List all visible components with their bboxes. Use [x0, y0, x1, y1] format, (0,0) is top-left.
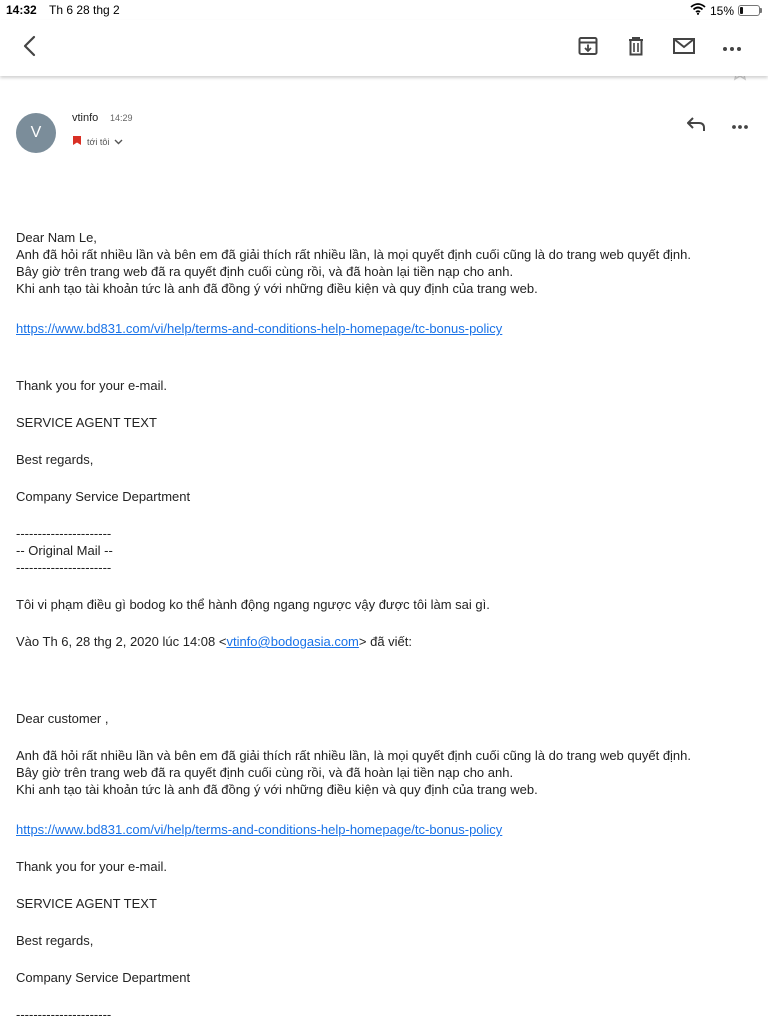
chevron-left-icon: [20, 35, 40, 62]
thanks-line: Thank you for your e-mail.: [16, 378, 168, 393]
greeting: Dear Nam Le,: [16, 230, 97, 245]
policy-link[interactable]: https://www.bd831.com/vi/help/terms-and-conditions-help-homepage/tc-bonus-policy: [16, 822, 503, 837]
divider-line: ----------------------: [16, 1007, 112, 1022]
back-button[interactable]: [14, 32, 46, 64]
more-horizontal-icon: [731, 117, 749, 135]
mark-unread-button[interactable]: [668, 32, 700, 64]
quote-suffix: > đã viết:: [358, 634, 413, 649]
sender-email-link[interactable]: vtinfo@bodogasia.com: [226, 634, 359, 649]
delete-button[interactable]: [620, 32, 652, 64]
trash-icon: [625, 35, 647, 62]
mail-icon: [672, 36, 696, 61]
avatar[interactable]: [16, 113, 56, 153]
battery-fill: [740, 7, 743, 14]
body-paragraph: Khi anh tạo tài khoản tức là anh đã đồng ý với những điều kiện và quy định của trang web.: [16, 281, 538, 296]
reply-icon: [685, 115, 707, 138]
quoted-paragraph: Khi anh tạo tài khoản tức là anh đã đồng ý với những điều kiện và quy định của trang web.: [16, 782, 538, 797]
recipient-details[interactable]: [72, 135, 123, 148]
message-more-button[interactable]: [726, 112, 754, 140]
message-time: 14:29: [110, 113, 133, 123]
battery-percent: 15%: [709, 3, 734, 18]
archive-icon: [577, 35, 599, 62]
sender-name: vtinfo: [72, 112, 99, 124]
battery-icon: [738, 5, 760, 16]
body-paragraph: Anh đã hỏi rất nhiều lần và bên em đã giải thích rất nhiều lần, là mọi quyết định cuối cũng là do trang web quyết định.: [16, 247, 692, 262]
agent-line: SERVICE AGENT TEXT: [16, 896, 157, 911]
regards-line: Best regards,: [16, 452, 94, 467]
regards-line: Best regards,: [16, 933, 94, 948]
department-line: Company Service Department: [16, 970, 191, 985]
important-tag-icon: [72, 135, 82, 148]
avatar-letter: V: [30, 124, 42, 141]
divider-line: ----------------------: [16, 560, 112, 575]
wifi-icon: [690, 3, 706, 18]
reply-button[interactable]: [682, 112, 710, 140]
body-paragraph: Bây giờ trên trang web đã ra quyết định cuối cùng rồi, và đã hoàn lại tiền nạp cho anh.: [16, 264, 514, 279]
status-right: [690, 3, 760, 18]
quoted-paragraph: Bây giờ trên trang web đã ra quyết định cuối cùng rồi, và đã hoàn lại tiền nạp cho anh.: [16, 765, 514, 780]
customer-message: Tôi vi phạm điều gì bodog ko thể hành động ngang ngược vậy được tôi làm sai gì.: [16, 597, 490, 612]
email-toolbar: [0, 20, 768, 76]
quoted-paragraph: Anh đã hỏi rất nhiều lần và bên em đã giải thích rất nhiều lần, là mọi quyết định cuối cũng là do trang web quyết định.: [16, 748, 692, 763]
quote-header: [16, 634, 412, 649]
archive-button[interactable]: [572, 32, 604, 64]
agent-line: SERVICE AGENT TEXT: [16, 415, 157, 430]
quoted-greeting: Dear customer ,: [16, 711, 109, 726]
more-options-button[interactable]: [716, 32, 748, 64]
thanks-line: Thank you for your e-mail.: [16, 859, 168, 874]
status-time: 14:32: [6, 3, 37, 17]
original-mail-label: -- Original Mail --: [16, 543, 113, 558]
divider-line: ----------------------: [16, 526, 112, 541]
status-bar: [0, 0, 768, 20]
chevron-down-icon: [114, 137, 123, 147]
more-horizontal-icon: [722, 39, 742, 57]
department-line: Company Service Department: [16, 489, 191, 504]
policy-link[interactable]: https://www.bd831.com/vi/help/terms-and-conditions-help-homepage/tc-bonus-policy: [16, 321, 503, 336]
recipient-label: tới tôi: [87, 136, 110, 147]
status-date: Th 6 28 thg 2: [49, 3, 120, 17]
quote-prefix: Vào Th 6, 28 thg 2, 2020 lúc 14:08 <: [16, 634, 227, 649]
